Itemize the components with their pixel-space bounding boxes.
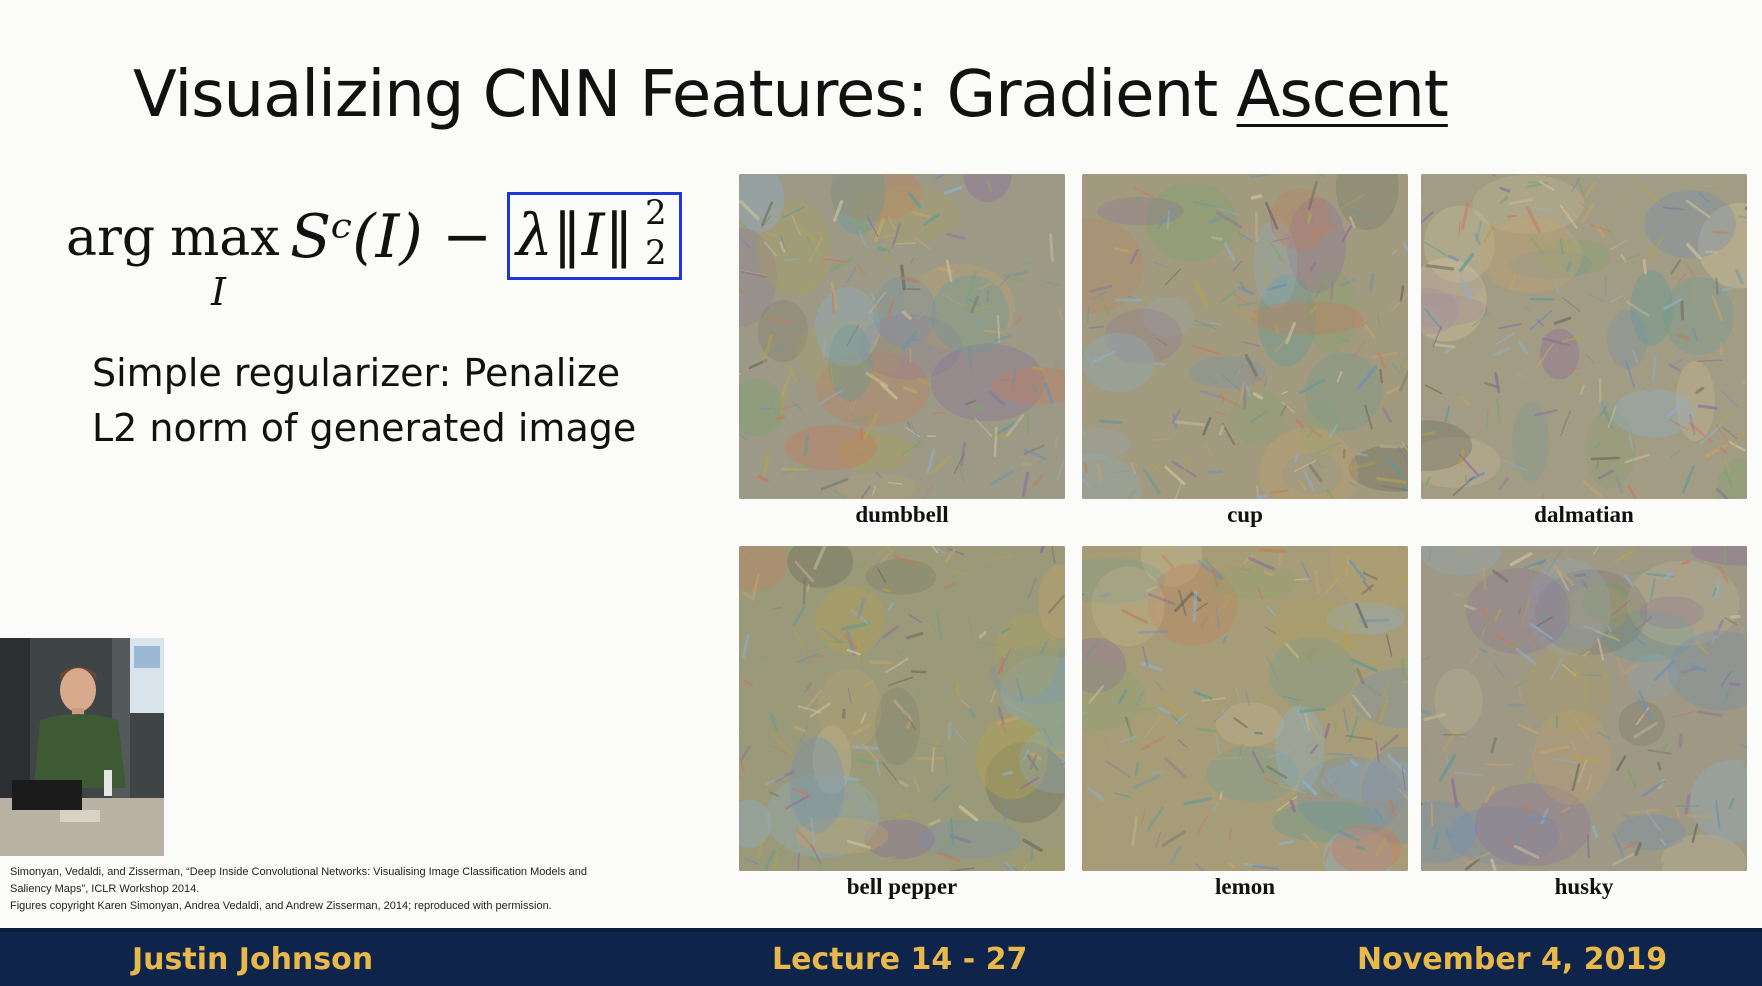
class-visualization-grid [739, 174, 1749, 904]
generated-image [739, 174, 1065, 499]
formula-regularizer: λ‖I‖ [516, 201, 634, 269]
formula-max-subscript: I [211, 270, 227, 314]
footer-author: Justin Johnson [132, 942, 374, 977]
visualization-dalmatian [1421, 174, 1747, 528]
image-label: husky [1554, 874, 1614, 899]
formula-score: Sᶜ(I) − [290, 202, 493, 272]
speaker-video-inset [0, 638, 164, 856]
footer-date: November 4, 2019 [1357, 942, 1668, 977]
slide-title [133, 58, 1448, 132]
description-line-2: L2 norm of generated image [92, 406, 637, 450]
visualization-bell-pepper [739, 546, 1065, 900]
citation-line-2: Saliency Maps”, ICLR Workshop 2014. [10, 883, 200, 895]
visualization-lemon [1082, 546, 1408, 900]
generated-image [1421, 174, 1747, 499]
visualization-texture [1421, 174, 1747, 499]
image-label: cup [1227, 502, 1263, 527]
footer-lecture: Lecture 14 - 27 [772, 942, 1028, 977]
visualization-cup [1082, 174, 1408, 528]
image-label: dumbbell [855, 502, 949, 527]
image-label: lemon [1214, 874, 1276, 899]
regularizer-description [92, 346, 636, 456]
generated-image [739, 546, 1065, 871]
visualization-texture [739, 546, 1065, 871]
formula-reg-superscript: 2 [645, 193, 667, 233]
formula-reg-subscript: 2 [645, 233, 667, 273]
image-label: bell pepper [846, 874, 958, 899]
image-label: dalmatian [1534, 502, 1634, 527]
generated-image [1082, 174, 1408, 499]
slide-footer [0, 928, 1762, 986]
visualization-texture [739, 174, 1065, 499]
title-underlined-word: Ascent [1236, 58, 1448, 132]
visualization-texture [1082, 546, 1408, 871]
visualization-texture [1421, 546, 1747, 871]
generated-image [1082, 546, 1408, 871]
regularizer-highlight-box [507, 192, 682, 280]
formula-max: max [170, 208, 280, 268]
speaker-video-frame [0, 638, 164, 856]
citation [10, 864, 720, 915]
visualization-dumbbell [739, 174, 1065, 528]
formula-arg: arg [66, 208, 156, 268]
description-line-1: Simple regularizer: Penalize [92, 351, 621, 395]
visualization-husky [1421, 546, 1747, 900]
generated-image [1421, 546, 1747, 871]
visualization-texture [1082, 174, 1408, 499]
citation-line-3: Figures copyright Karen Simonyan, Andrea Vedaldi, and Andrew Zisserman, 2014; reproduced with permission. [10, 900, 552, 912]
citation-line-1: Simonyan, Vedaldi, and Zisserman, “Deep Inside Convolutional Networks: Visualising Image Classification Models and [10, 866, 587, 878]
title-main: Visualizing CNN Features: Gradient [133, 58, 1237, 132]
objective-formula [66, 188, 706, 314]
